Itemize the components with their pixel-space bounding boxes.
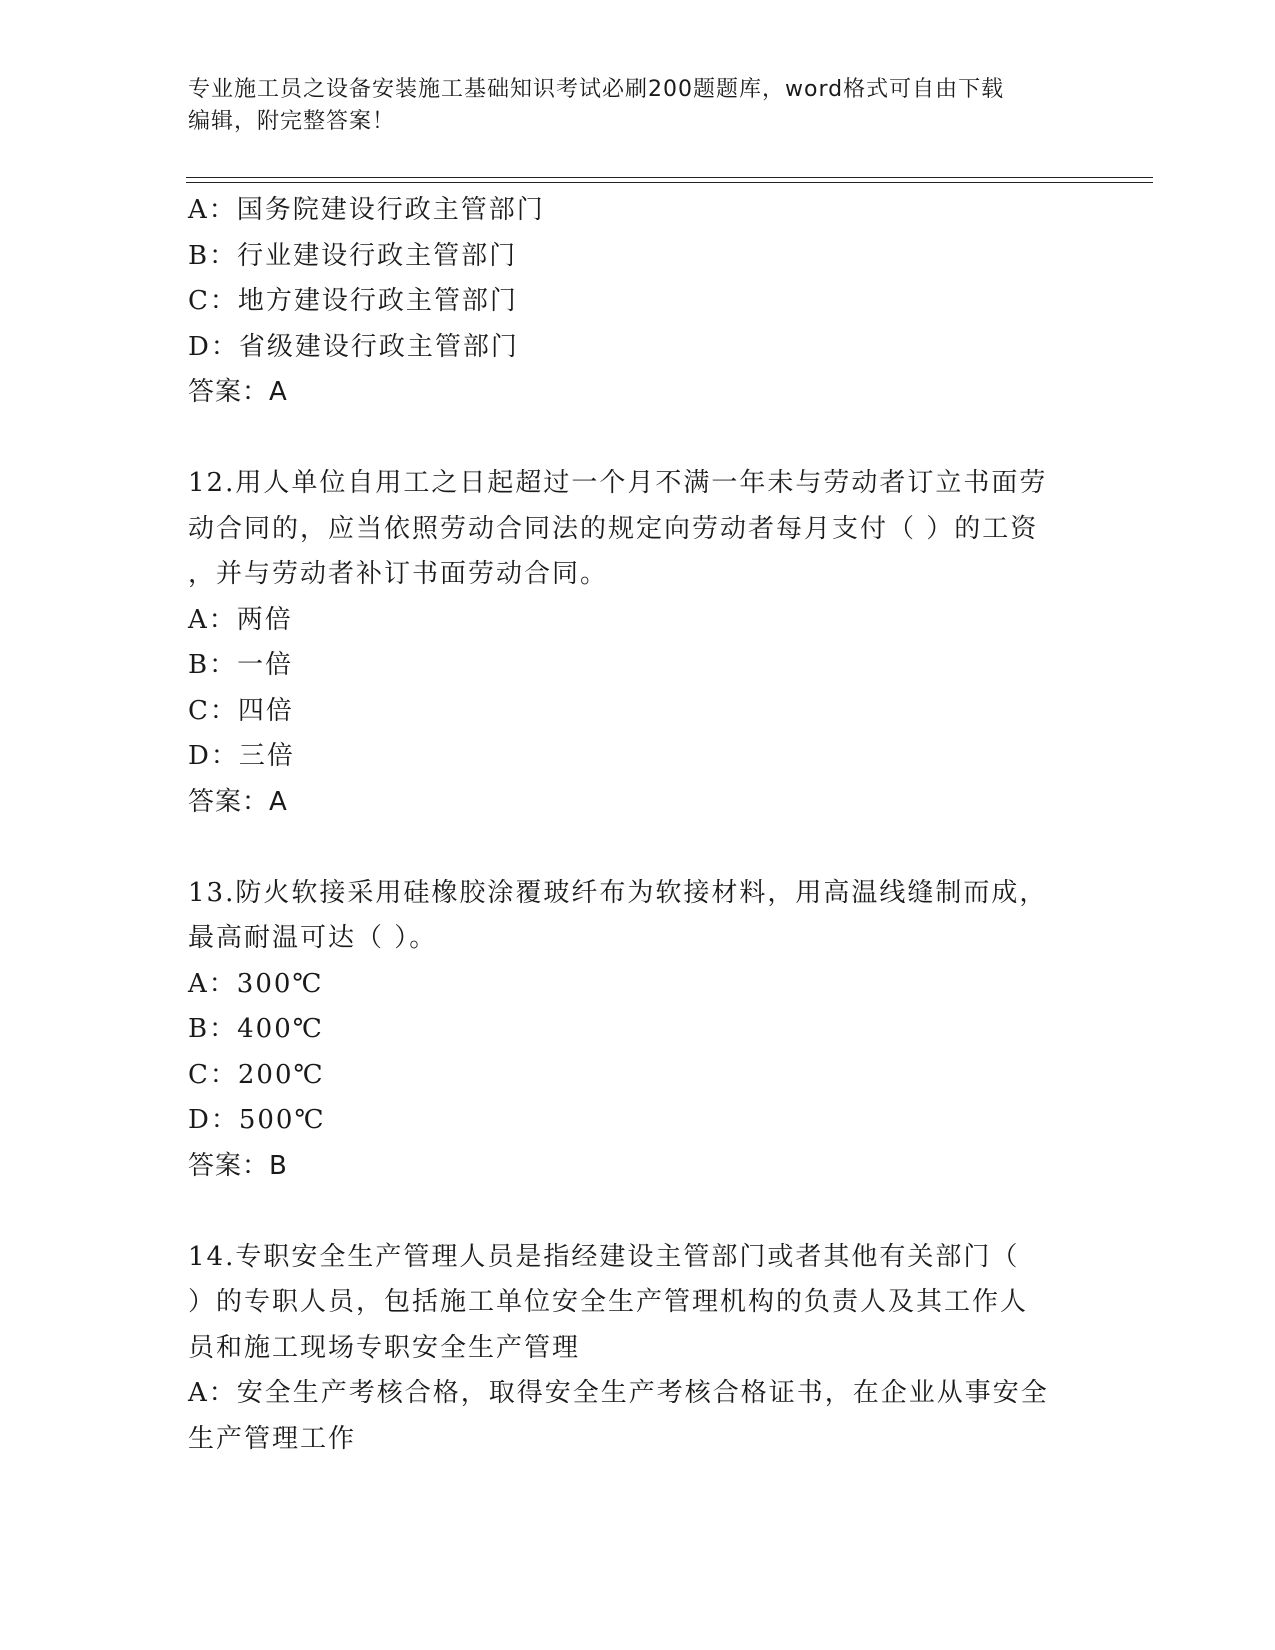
option-a: A：安全生产考核合格，取得安全生产考核合格证书，在企业从事安全 [188, 1378, 1049, 1408]
question-stem-line: ）的专职人员，包括施工单位安全生产管理机构的负责人及其工作人 [188, 1287, 1029, 1317]
question-stem-line: ，并与劳动者补订书面劳动合同。 [188, 559, 609, 589]
option-b: B：400℃ [188, 1014, 324, 1044]
option-d: D：500℃ [188, 1105, 326, 1135]
question-12 [188, 461, 1088, 825]
document-header [188, 74, 1088, 138]
spacer [188, 416, 1088, 462]
question-11 [188, 188, 1088, 416]
question-stem-line: 14.专职安全生产管理人员是指经建设主管部门或者其他有关部门（ [188, 1241, 1020, 1272]
question-stem-line: 员和施工现场专职安全生产管理 [188, 1332, 581, 1363]
answer: 答案：A [188, 786, 288, 817]
option-c: C：200℃ [188, 1059, 325, 1090]
question-stem-line: 12.用人单位自用工之日起超过一个月不满一年未与劳动者订立书面劳 [188, 468, 1048, 498]
question-13 [188, 871, 1088, 1190]
option-a: A：300℃ [188, 968, 324, 999]
question-list [188, 188, 1088, 1462]
spacer [188, 825, 1088, 871]
option-b: B：一倍 [188, 650, 294, 680]
header-line-1: 专业施工员之设备安装施工基础知识考试必刷200题题库，word格式可自由下载 [188, 77, 1005, 102]
option-d: D：三倍 [188, 741, 295, 771]
spacer [188, 1189, 1088, 1235]
option-a-continued: 生产管理工作 [188, 1423, 357, 1454]
header-divider-bottom [186, 182, 1153, 183]
option-d: D：省级建设行政主管部门 [188, 331, 519, 362]
option-a: A：国务院建设行政主管部门 [188, 195, 545, 225]
header-divider-top [186, 177, 1153, 178]
option-c: C：地方建设行政主管部门 [188, 286, 518, 316]
header-line-2: 编辑，附完整答案！ [188, 109, 396, 134]
question-stem-line: 13.防火软接采用硅橡胶涂覆玻纤布为软接材料，用高温线缝制而成， [188, 877, 1048, 908]
answer: 答案：B [188, 1150, 288, 1181]
question-14 [188, 1235, 1088, 1463]
option-c: C：四倍 [188, 695, 294, 726]
option-b: B：行业建设行政主管部门 [188, 240, 518, 271]
question-stem-line: 动合同的，应当依照劳动合同法的规定向劳动者每月支付（ ）的工资 [188, 513, 1039, 544]
answer: 答案：A [188, 377, 288, 407]
question-stem-line: 最高耐温可达（ ）。 [188, 923, 438, 953]
option-a: A：两倍 [188, 604, 293, 635]
